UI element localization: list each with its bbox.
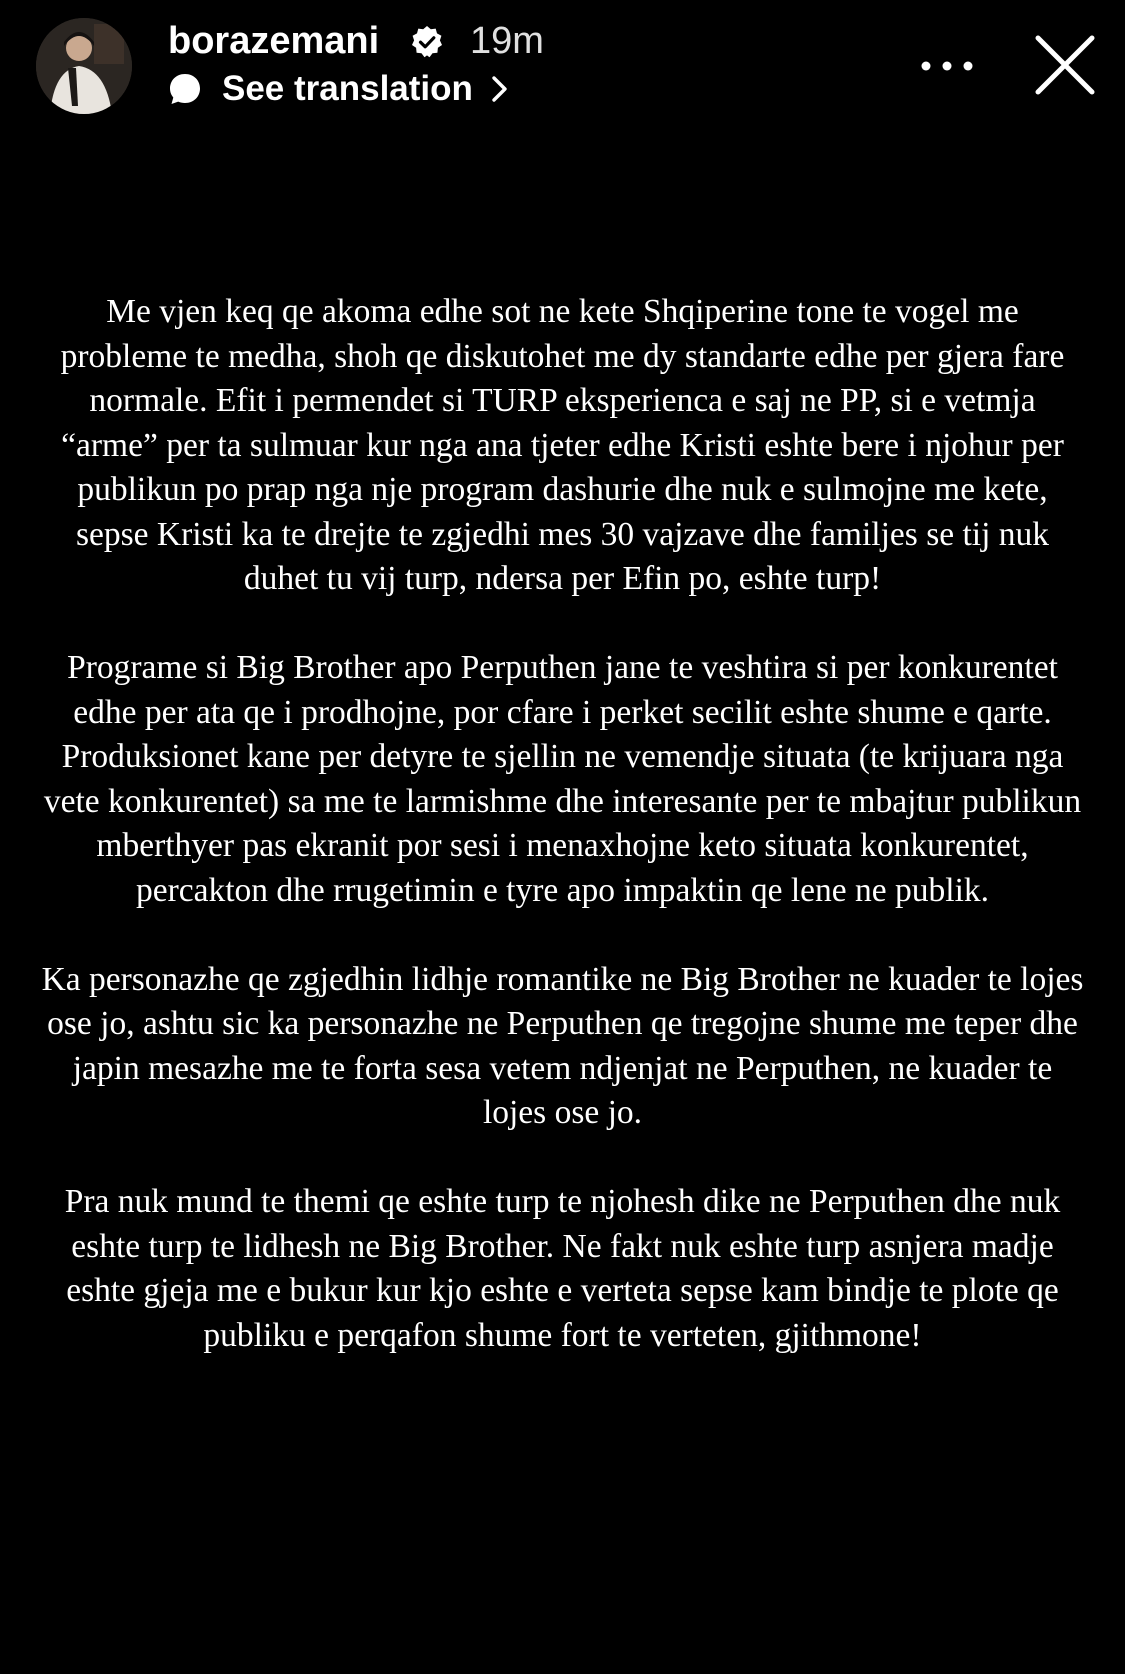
see-translation-label: See translation <box>222 69 473 108</box>
speech-bubble-icon <box>168 72 202 106</box>
story-paragraph: Ka personazhe qe zgjedhin lidhje romantike ne Big Brother ne kuader te lojes ose jo, ashtu sic ka personazhe ne Perputhen qe tregojne shume me teper dhe japin mesazhe me te forta sesa vetem ndjenjat ne Perputhen, ne kuader te lojes ose jo. <box>41 960 1084 1131</box>
see-translation-button[interactable] <box>168 66 511 112</box>
chevron-right-icon <box>489 74 511 104</box>
more-options-icon[interactable] <box>912 46 982 86</box>
story-paragraph: Programe si Big Brother apo Perputhen jane te veshtira si per konkurentet edhe per ata qe i prodhojne, por cfare i perket secilit eshte shume e qarte. Produksionet kane per detyre te sjellin ne vemendje situata (te krijuara nga vete konkurentet) sa me te larmishme dhe interesante per te mbajtur publikun mberthyer pas ekranit por sesi i menaxhojne keto situata konkurentet, percakton dhe rrugetimin e tyre apo impaktin qe lene ne publik. <box>43 649 1082 909</box>
avatar[interactable] <box>36 18 132 114</box>
post-timestamp: 19m <box>470 20 544 62</box>
story-paragraph: Pra nuk mund te themi qe eshte turp te njohesh dike ne Perputhen dhe nuk eshte turp te lidhesh ne Big Brother. Ne fakt nuk eshte turp asnjera madje eshte gjeja me e bukur kur kjo eshte e verteta sepse kam bindje te plote qe publiku e perqafon shume fort te verteten, gjithmone! <box>64 1183 1061 1354</box>
avatar-image <box>36 18 132 114</box>
story-paragraph: Me vjen keq qe akoma edhe sot ne kete Shqiperine tone te vogel me probleme te medha, shoh qe diskutohet me dy standarte edhe per gjera fare normale. Efit i permendet si TURP eksperienca e saj ne PP, si e vetmja “arme” per ta sulmuar kur nga ana tjeter edhe Kristi eshte bere i njohur per publikun po prap nga nje program dashurie dhe nuk e sulmojne me kete, sepse Kristi ka te drejte te zgjedhi mes 30 vajzave dhe familjes se tij nuk duhet tu vij turp, ndersa per Efin po, eshte turp! <box>60 293 1065 597</box>
username[interactable]: borazemani <box>168 20 380 62</box>
close-icon[interactable] <box>1030 30 1100 100</box>
story-header <box>0 0 1125 130</box>
verified-badge-icon <box>410 25 444 59</box>
story-text <box>40 290 1085 1358</box>
